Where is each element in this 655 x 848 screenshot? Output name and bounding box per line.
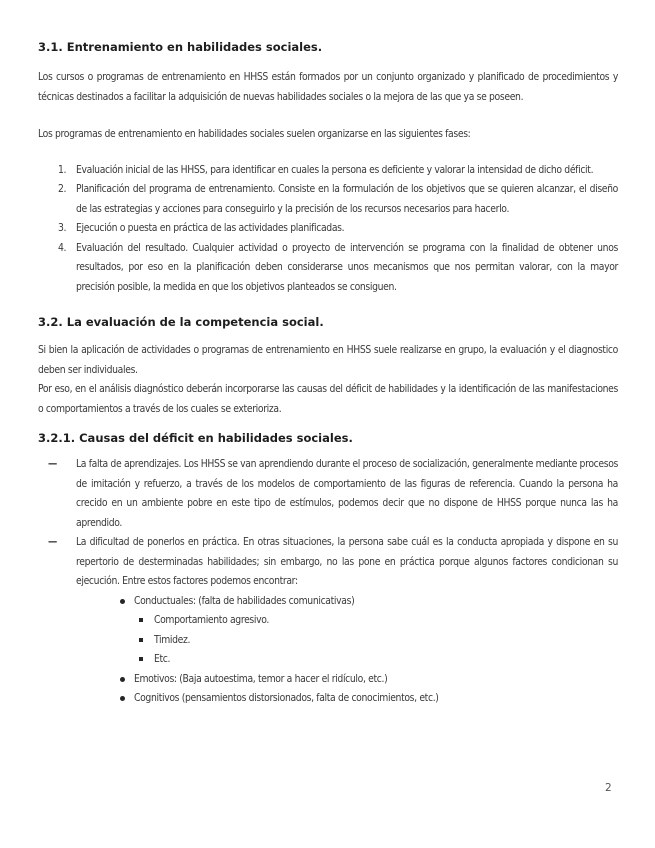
phase-item [38, 161, 618, 181]
heading-3-2-1: 3.2.1. Causas del déficit en habilidades sociales. [38, 431, 353, 445]
phase-text: Planificación del programa de entrenamiento. Consiste en la formulación de los objetivos que se quieren alcanzar, el diseño de las estrategias y acciones para conseguirlo y la precisión de los recursos necesarios para hacerlo. [76, 183, 618, 215]
sub-item [38, 631, 618, 651]
heading-3-2: 3.2. La evaluación de la competencia social. [38, 315, 324, 329]
round-bullet-icon [120, 677, 125, 682]
sub-item [38, 611, 618, 631]
phases-list [38, 161, 618, 298]
factor-text: Cognitivos (pensamientos distorsionados, falta de conocimientos, etc.) [134, 692, 439, 704]
square-bullet-icon [139, 657, 143, 661]
square-bullet-icon [139, 638, 143, 642]
cause-item [38, 455, 618, 533]
causes-list [38, 455, 618, 592]
sub-item-text: Comportamiento agresivo. [154, 614, 269, 626]
dash-bullet-icon: — [48, 458, 57, 470]
factor-text: Emotivos: (Baja autoestima, temor a hacer el ridículo, etc.) [134, 672, 388, 685]
paragraph-evaluation: Si bien la aplicación de actividades o programas de entrenamiento en HHSS suele realizarse en grupo, la evaluación y el diagnostico deben ser individuales. [38, 344, 618, 376]
factor-sub-list [38, 611, 618, 670]
factors-list [38, 592, 618, 612]
phase-text: Ejecución o puesta en práctica de las actividades planificadas. [76, 222, 345, 234]
phase-text: Evaluación del resultado. Cualquier actividad o proyecto de intervención se programa con la finalidad de obtener unos resultados, por eso en la planificación deben considerarse unos mecanismos que nos permitan valorar, con la mayor precisión posible, la medida en que los objetivos planteados se consiguen. [76, 241, 618, 293]
sub-item-text: Timidez. [154, 633, 191, 646]
phase-number: 1. [58, 163, 67, 176]
factor-item [38, 592, 618, 612]
round-bullet-icon [120, 599, 125, 604]
paragraph-hhss-courses: Los cursos o programas de entrenamiento en HHSS están formados por un conjunto organizado y planificado de procedimientos y técnicas destinados a facilitar la adquisición de nuevas habilidades sociales o la mejora de las que ya se poseen. [38, 71, 618, 103]
paragraph-phases-intro: Los programas de entrenamiento en habilidades sociales suelen organizarse en las siguientes fases: [38, 128, 471, 140]
phase-item [38, 219, 618, 239]
sub-item [38, 650, 618, 670]
phase-number: 3. [58, 222, 67, 234]
phase-text: Evaluación inicial de las HHSS, para identificar en cuales la persona es deficiente y valorar la intensidad de dicho déficit. [76, 163, 594, 176]
cause-item [38, 533, 618, 592]
dash-bullet-icon: — [48, 536, 57, 548]
phase-number: 2. [58, 183, 67, 195]
sub-item-text: Etc. [154, 653, 171, 665]
square-bullet-icon [139, 618, 143, 622]
phase-item [38, 239, 618, 298]
document-page [38, 40, 618, 709]
factors-list-continued [38, 670, 618, 709]
phase-item [38, 180, 618, 219]
factor-item [38, 689, 618, 709]
cause-text: La dificultad de ponerlos en práctica. En otras situaciones, la persona sabe cuál es la conducta apropiada y dispone en su repertorio de desterminadas habilidades; sin embargo, no las pone en práctica porque algunos factores condicionan su ejecución. Entre estos factores podemos encontrar: [76, 536, 618, 587]
phase-number: 4. [58, 241, 67, 254]
page-number: 2 [605, 782, 612, 794]
cause-text: La falta de aprendizajes. Los HHSS se van aprendiendo durante el proceso de socialización, generalmente mediante procesos de imitación y refuerzo, a través de los modelos de comportamiento de las figuras de referencia. Cuando la persona ha crecido en un ambiente pobre en este tipo de estímulos, podemos decir que no dispone de HHSS porque nunca las ha aprendido. [76, 458, 618, 529]
round-bullet-icon [120, 696, 125, 701]
heading-3-1: 3.1. Entrenamiento en habilidades sociales. [38, 40, 323, 54]
paragraph-diagnosis: Por eso, en el análisis diagnóstico deberán incorporarse las causas del déficit de habilidades y la identificación de las manifestaciones o comportamientos a través de los cuales se exterioriza. [38, 383, 618, 415]
factor-text: Conductuales: (falta de habilidades comunicativas) [134, 594, 355, 607]
factor-item [38, 670, 618, 690]
